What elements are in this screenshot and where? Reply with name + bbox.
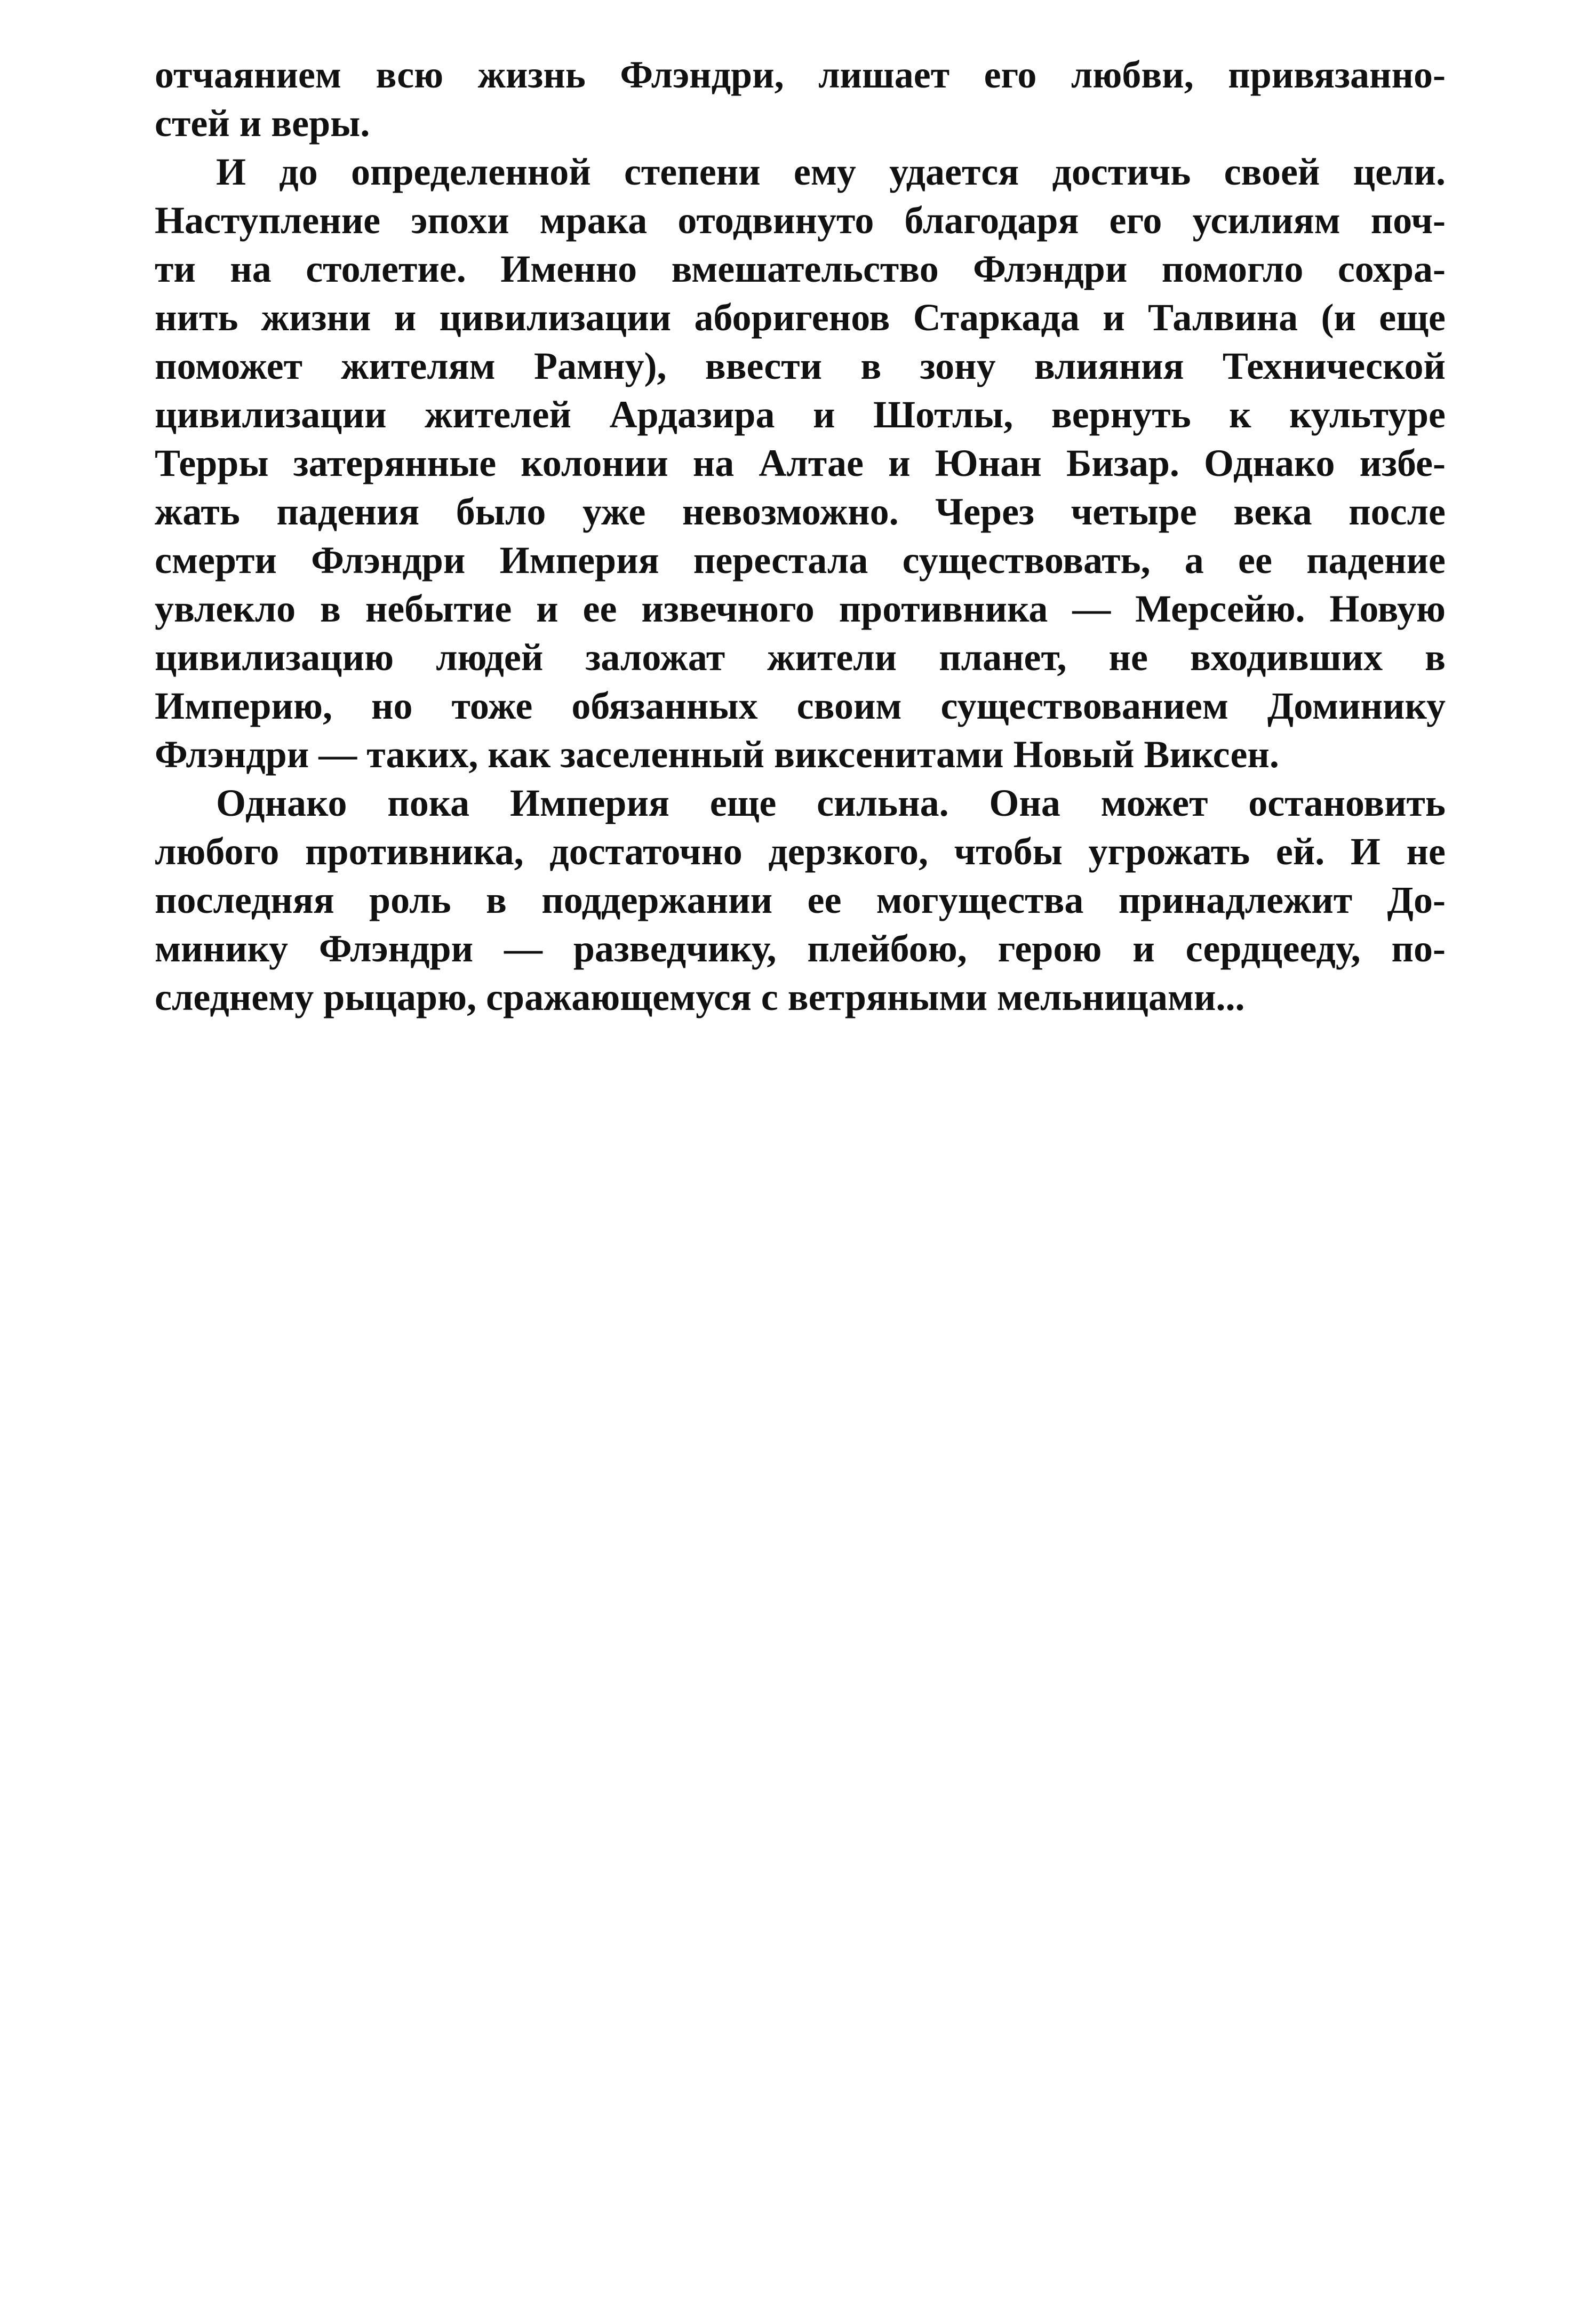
text-line: цивилизации жителей Ардазира и Шотлы, вернуть к культуре (155, 393, 1446, 436)
paragraph-2 (155, 148, 1446, 779)
paragraph-3 (155, 779, 1446, 1022)
text-line: цивилизацию людей заложат жители планет, не входивших в (155, 636, 1446, 679)
body-text (155, 51, 1446, 1022)
text-line: И до определенной степени ему удается достичь своей цели. (216, 150, 1446, 193)
paragraph-1 (155, 51, 1446, 148)
text-line: Терры затерянные колонии на Алтае и Юнан Бизар. Однако избе- (155, 442, 1446, 484)
text-line: любого противника, достаточно дерзкого, чтобы угрожать ей. И не (155, 830, 1446, 873)
text-line: последняя роль в поддержании ее могущества принадлежит До- (155, 879, 1446, 921)
text-line: ти на столетие. Именно вмешательство Флэндри помогло сохра- (155, 248, 1446, 290)
text-line: нить жизни и цивилизации аборигенов Старкада и Талвина (и еще (155, 296, 1446, 339)
text-line: смерти Флэндри Империя перестала существовать, а ее падение (155, 539, 1446, 582)
text-line: следнему рыцарю, сражающемуся с ветряными мельницами... (155, 976, 1245, 1018)
text-line: Наступление эпохи мрака отодвинуто благодаря его усилиям поч- (155, 199, 1446, 242)
text-line: отчаянием всю жизнь Флэндри, лишает его любви, привязанно- (155, 53, 1446, 96)
text-line: жать падения было уже невозможно. Через четыре века после (155, 490, 1446, 533)
text-line: стей и веры. (155, 102, 370, 145)
text-line: Империю, но тоже обязанных своим существованием Доминику (155, 685, 1446, 727)
text-line: увлекло в небытие и ее извечного противника — Мерсейю. Новую (155, 587, 1446, 630)
text-line: поможет жителям Рамну), ввести в зону влияния Технической (155, 345, 1446, 387)
text-line: Флэндри — таких, как заселенный виксенитами Новый Виксен. (155, 733, 1279, 776)
text-line: минику Флэндри — разведчику, плейбою, герою и сердцееду, по- (155, 927, 1446, 970)
text-line: Однако пока Империя еще сильна. Она может остановить (216, 782, 1446, 824)
